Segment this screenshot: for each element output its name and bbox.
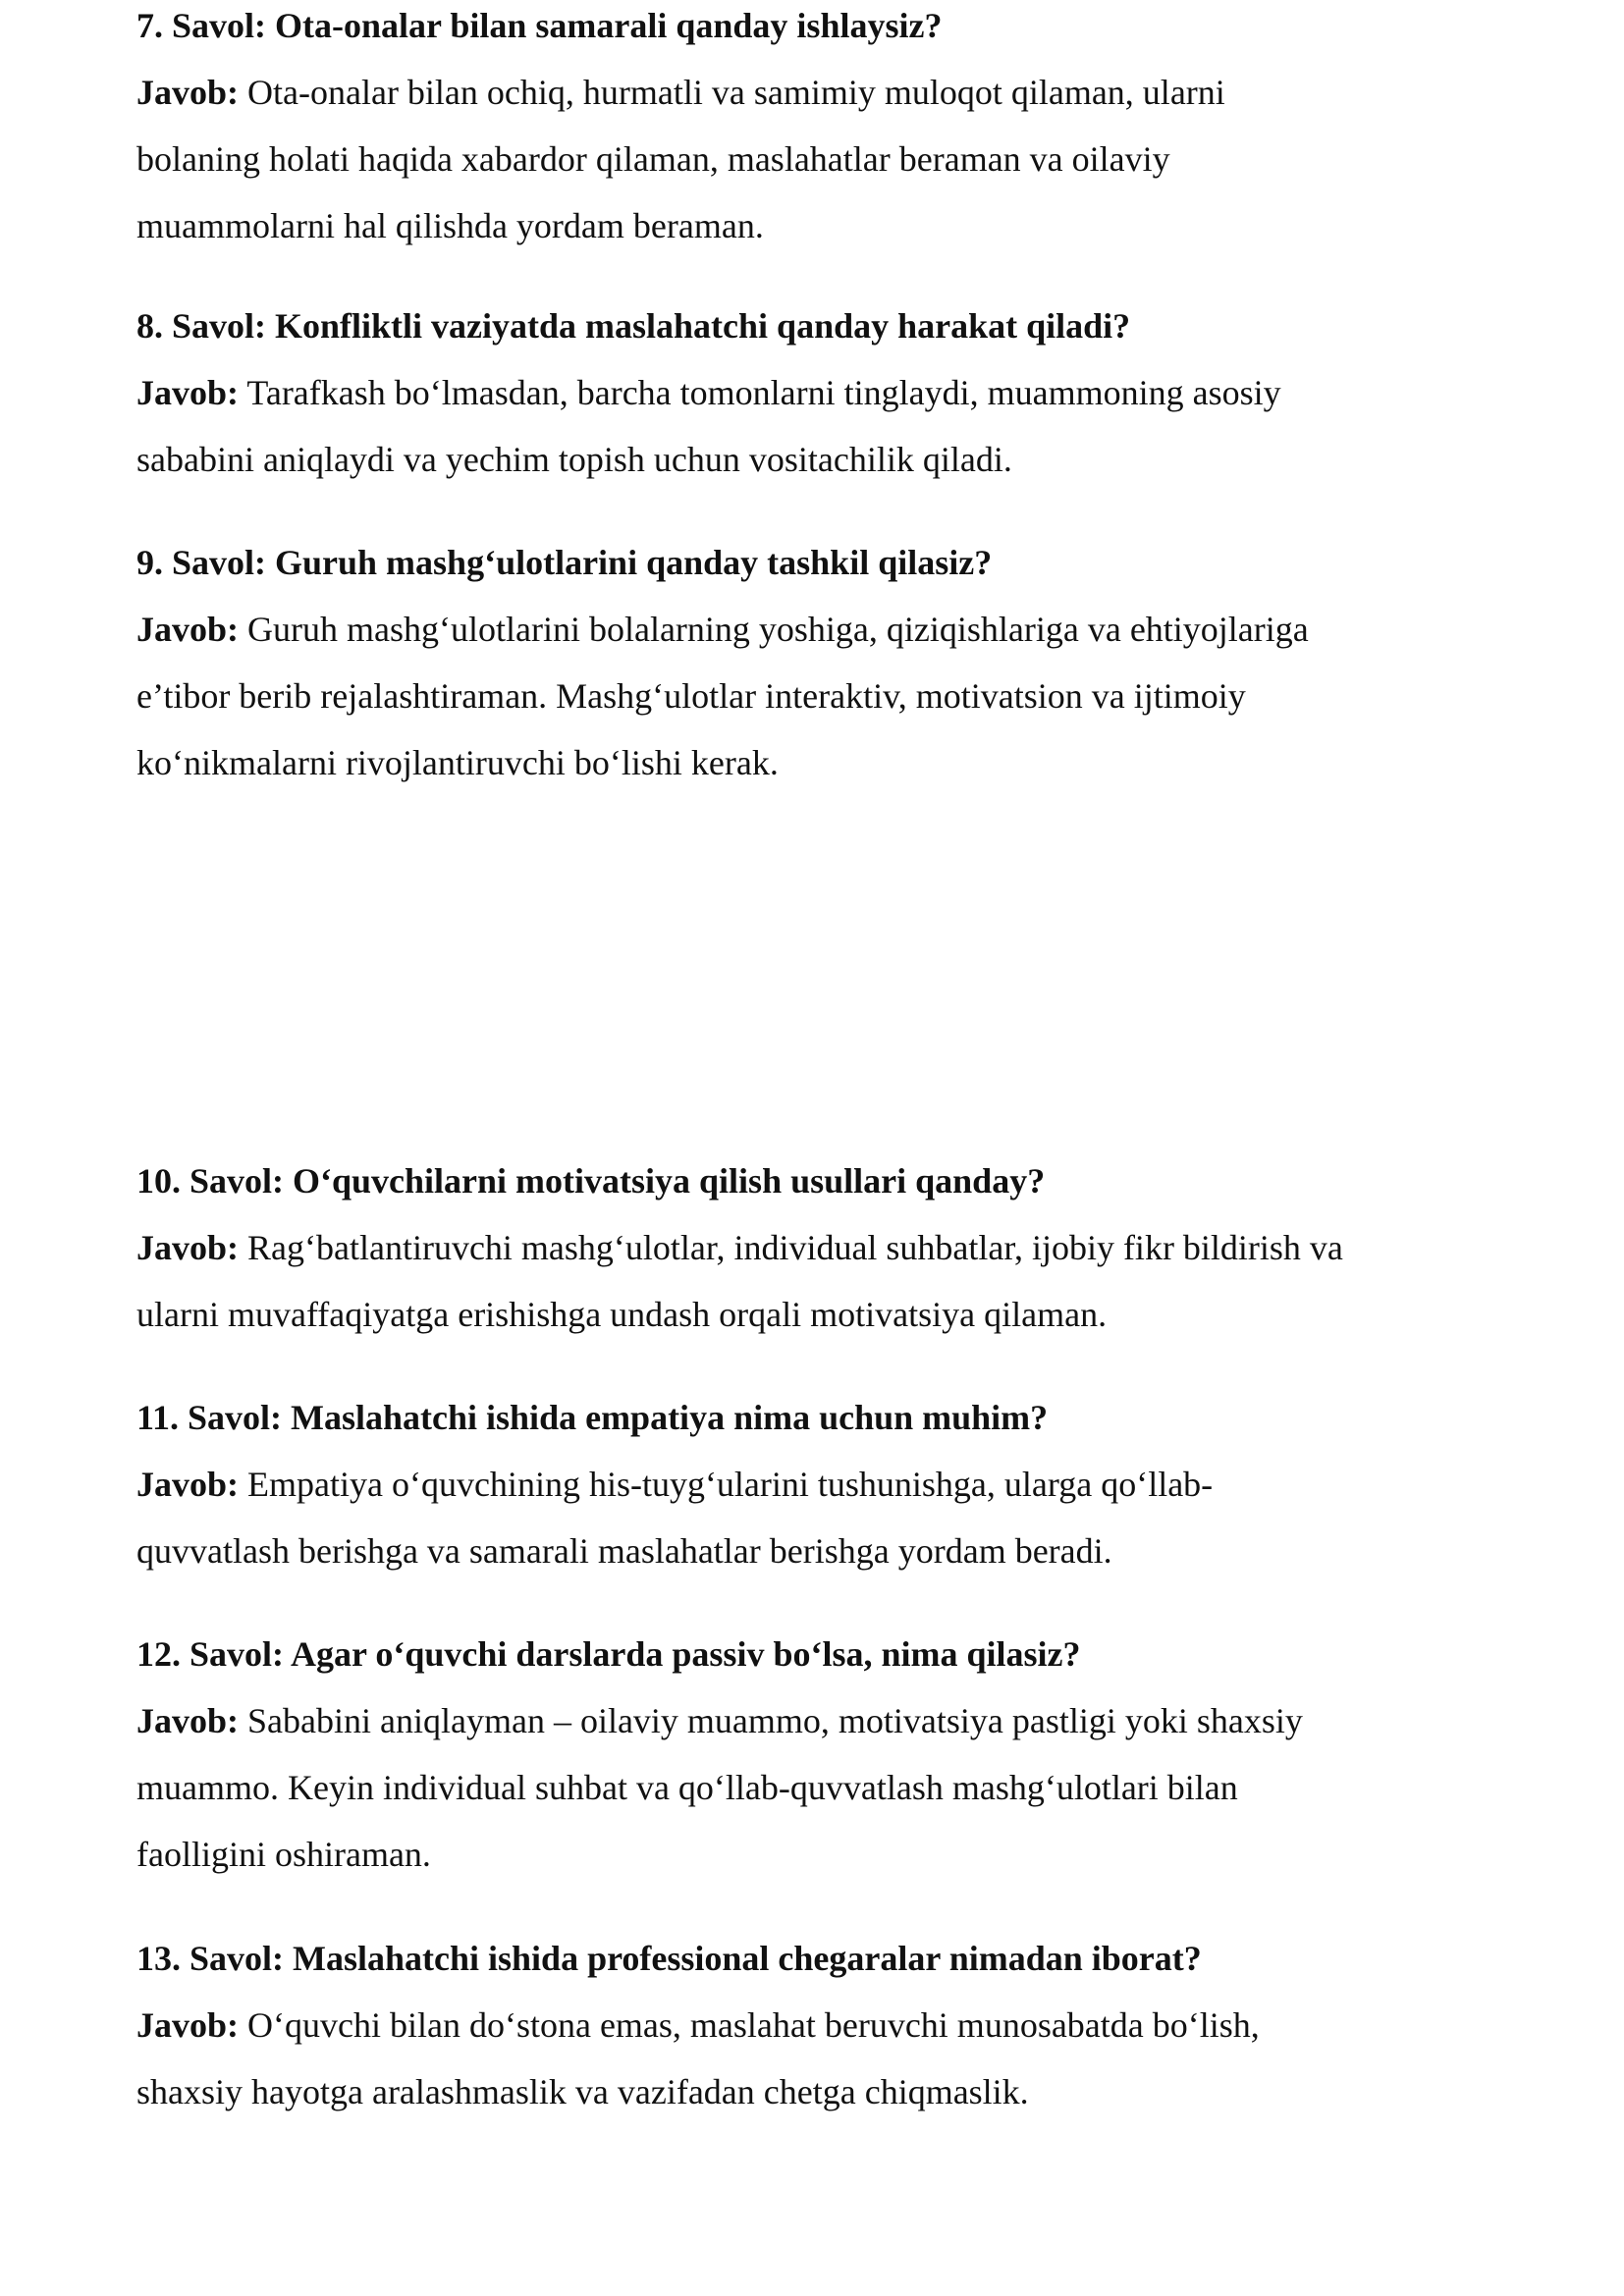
answer-line xyxy=(136,1992,1511,2058)
answer-line: shaxsiy hayotga aralashmaslik va vazifadan chetga chiqmaslik. xyxy=(136,2072,1029,2111)
question-heading: 8. Savol: Konfliktli vaziyatda maslahatchi qanday harakat qiladi? xyxy=(136,306,1131,346)
question-heading: 12. Savol: Agar o‘quvchi darslarda passiv bo‘lsa, nima qilasiz? xyxy=(136,1634,1081,1674)
qa-block-13 xyxy=(136,1925,1511,2125)
qa-block-8 xyxy=(136,293,1511,493)
question-heading: 9. Savol: Guruh mashg‘ulotlarini qanday tashkil qilasiz? xyxy=(136,543,993,582)
answer-label: Javob: xyxy=(136,610,240,649)
answer-label: Javob: xyxy=(136,2005,240,2045)
answer-line: muammolarni hal qilishda yordam beraman. xyxy=(136,206,764,245)
answer-label: Javob: xyxy=(136,1465,240,1504)
answer-line: faolligini oshiraman. xyxy=(136,1835,431,1874)
answer-label: Javob: xyxy=(136,373,240,412)
answer-line: bolaning holati haqida xabardor qilaman, maslahatlar beraman va oilaviy xyxy=(136,139,1170,179)
answer-text: Ota-onalar bilan ochiq, hurmatli va samimiy muloqot qilaman, ularni xyxy=(239,73,1225,112)
answer-line: ko‘nikmalarni rivojlantiruvchi bo‘lishi kerak. xyxy=(136,743,779,782)
answer-line xyxy=(136,1214,1511,1281)
question-heading: 10. Savol: O‘quvchilarni motivatsiya qilish usullari qanday? xyxy=(136,1161,1046,1201)
answer-label: Javob: xyxy=(136,73,240,112)
answer-text: Empatiya o‘quvchining his-tuyg‘ularini tushunishga, ularga qo‘llab- xyxy=(239,1465,1214,1504)
qa-block-12 xyxy=(136,1621,1511,1888)
answer-line xyxy=(136,1451,1511,1518)
question-heading: 13. Savol: Maslahatchi ishida professional chegaralar nimadan iborat? xyxy=(136,1939,1202,1978)
answer-line: ularni muvaffaqiyatga erishishga undash orqali motivatsiya qilaman. xyxy=(136,1295,1108,1334)
answer-line: quvvatlash berishga va samarali maslahatlar berishga yordam beradi. xyxy=(136,1531,1112,1571)
question-heading: 7. Savol: Ota-onalar bilan samarali qanday ishlaysiz? xyxy=(136,6,943,45)
answer-line: muammo. Keyin individual suhbat va qo‘llab-quvvatlash mashg‘ulotlari bilan xyxy=(136,1768,1238,1807)
question-heading: 11. Savol: Maslahatchi ishida empatiya nima uchun muhim? xyxy=(136,1398,1049,1437)
answer-text: Sababini aniqlayman – oilaviy muammo, motivatsiya pastligi yoki shaxsiy xyxy=(239,1701,1303,1740)
answer-text: Guruh mashg‘ulotlarini bolalarning yoshiga, qiziqishlariga va ehtiyojlariga xyxy=(239,610,1309,649)
answer-text: Tarafkash bo‘lmasdan, barcha tomonlarni tinglaydi, muammoning asosiy xyxy=(239,373,1281,412)
answer-label: Javob: xyxy=(136,1701,240,1740)
answer-text: Rag‘batlantiruvchi mashg‘ulotlar, individual suhbatlar, ijobiy fikr bildirish va xyxy=(239,1228,1343,1267)
answer-line xyxy=(136,359,1511,426)
answer-line xyxy=(136,596,1511,663)
qa-block-7 xyxy=(136,0,1511,259)
qa-block-9 xyxy=(136,529,1511,796)
answer-line xyxy=(136,59,1511,126)
answer-label: Javob: xyxy=(136,1228,240,1267)
answer-text: O‘quvchi bilan do‘stona emas, maslahat beruvchi munosabatda bo‘lish, xyxy=(239,2005,1260,2045)
qa-block-10 xyxy=(136,1148,1511,1348)
qa-block-11 xyxy=(136,1384,1511,1584)
answer-line xyxy=(136,1687,1511,1754)
answer-line: e’tibor berib rejalashtiraman. Mashg‘ulotlar interaktiv, motivatsion va ijtimoiy xyxy=(136,676,1246,716)
answer-line: sababini aniqlaydi va yechim topish uchun vositachilik qiladi. xyxy=(136,440,1012,479)
